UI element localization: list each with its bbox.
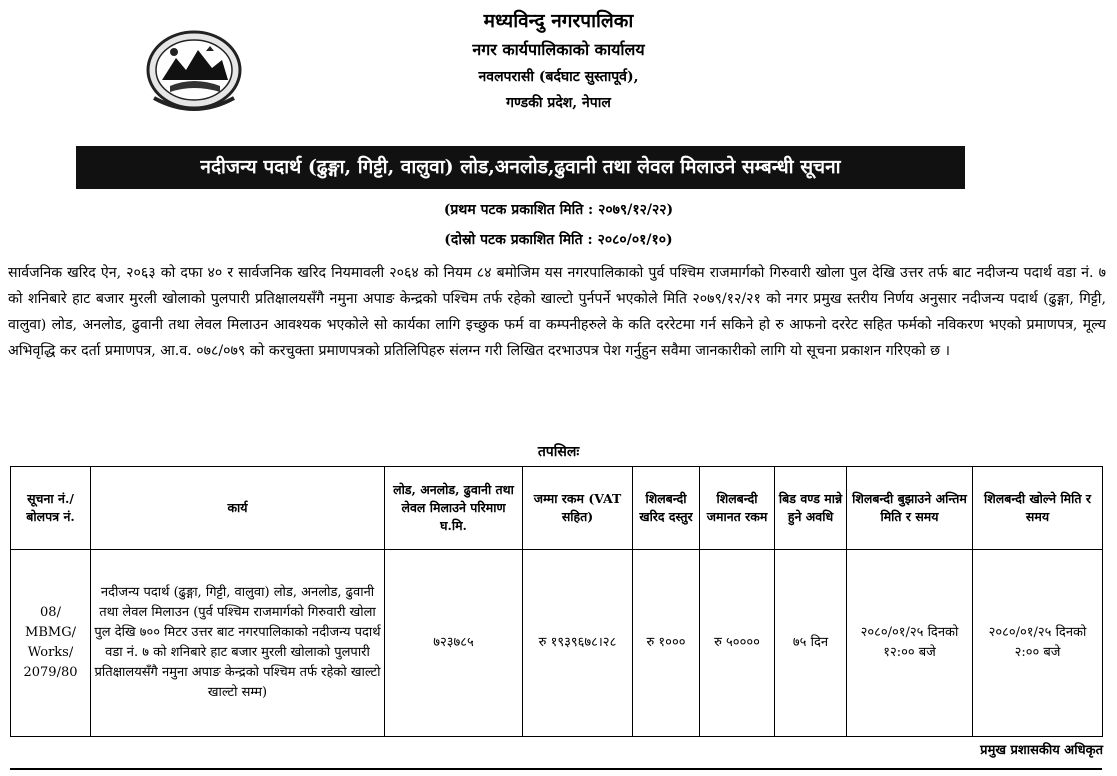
notice-body: सार्वजनिक खरिद ऐन, २०६३ को दफा ४० र सार्वजनिक खरिद नियमावली २०६४ को नियम ८४ बमोजिम यस नगरपालिकाको पुर्व पश्चिम राजमार्गको गिरुवारी खोला पुल देखि उत्तर तर्फ बाट नदीजन्य पदार्थ वडा नं. ७ को शनिबारे हाट बजार मुरली खोलाको पुलपारी प्रतिक्षालयसँगै नमुना अपाङ केन्द्रको पश्चिम तर्फ रहेको खाल्टो पुर्नपर्ने भएकोले मिति २०७९/१२/२१ को नगर प्रमुख स्तरीय निर्णय अनुसार नदीजन्य पदार्थ (ढुङ्गा, गिट्टी, वालुवा) लोड, अनलोड, ढुवानी तथा लेवल मिलाउन आवश्यक भएकोले सो कार्यका लागि इच्छुक फर्म वा कम्पनीहरुले के कति दररेटमा गर्न सकिने हो रु आफनो दररेट सहित फर्मको नविकरण भएको प्रमाणपत्र, मूल्य अभिवृद्धि कर दर्ता प्रमाणपत्र, आ.व. ०७८/०७९ को करचुक्ता प्रमाणपत्रको प्रतिलिपिहरु संलग्न गरी लिखित दरभाउपत्र पेश गर्नुहुन सवैमा जानकारीको लागि यो सूचना प्रकाशन गरिएको छ । xyxy=(8,265,1106,359)
column-header-quantity: लोड, अनलोड, ढुवानी तथा लेवल मिलाउने परिमाण घ.मि. xyxy=(385,467,523,550)
cell-quantity: ७२३७८५ xyxy=(385,550,523,737)
column-header-validity: बिड वण्ड मान्ने हुने अवधि xyxy=(775,467,847,550)
notice-header xyxy=(0,0,1117,140)
table-row xyxy=(11,550,1103,737)
column-header-amount: जम्मा रकम (VAT सहित) xyxy=(523,467,633,550)
column-header-notice-no: सूचना नं./ बोलपत्र नं. xyxy=(11,467,91,550)
column-header-opening: शिलबन्दी खोल्ने मिति र समय xyxy=(973,467,1103,550)
cell-notice-no: 08/ MBMG/ Works/ 2079/80 xyxy=(11,550,91,737)
column-header-work: कार्य xyxy=(91,467,385,550)
address-line-2: गण्डकी प्रदेश, नेपाल xyxy=(506,95,611,111)
table-header-row xyxy=(11,467,1103,550)
organization-block xyxy=(0,6,1117,116)
signatory-title: प्रमुख प्रशासकीय अधिकृत xyxy=(980,743,1103,758)
address-line-1: नवलपरासी (बर्दघाट सुस्तापूर्व), xyxy=(478,69,639,85)
column-header-security: शिलबन्दी जमानत रकम xyxy=(700,467,775,550)
bottom-divider xyxy=(10,768,1102,770)
column-header-deadline: शिलबन्दी बुझाउने अन्तिम मिति र समय xyxy=(847,467,973,550)
office-name: नगर कार्यपालिकाको कार्यालय xyxy=(472,40,645,59)
notice-title-banner: नदीजन्य पदार्थ (ढुङ्गा, गिट्टी, वालुवा) लोड,अनलोड,ढुवानी तथा लेवल मिलाउने सम्बन्धी सूचना xyxy=(76,146,965,189)
municipality-name: मध्यविन्दु नगरपालिका xyxy=(483,10,634,32)
cell-fee: रु १००० xyxy=(633,550,700,737)
cell-validity: ७५ दिन xyxy=(775,550,847,737)
cell-deadline: २०८०/०१/२५ दिनको १२:०० बजे xyxy=(847,550,973,737)
cell-opening: २०८०/०१/२५ दिनको २:०० बजे xyxy=(973,550,1103,737)
column-header-fee: शिलबन्दी खरिद दस्तुर xyxy=(633,467,700,550)
schedule-label: तपसिलः xyxy=(537,444,580,460)
cell-work: नदीजन्य पदार्थ (ढुङ्गा, गिट्टी, वालुवा) लोड, अनलोड, ढुवानी तथा लेवल मिलाउन (पुर्व पश्चिम राजमार्गको गिरुवारी खोला पुल देखि ७०० मिटर उत्तर बाट नगरपालिकाको नदीजन्य पदार्थ वडा नं. ७ को शनिबारे हाट बजार मुरली खोलाको पुलपारी प्रतिक्षालयसँगै नमुना अपाङ केन्द्रको पश्चिम तर्फ रहेको खाल्टो खाल्टो सम्म) xyxy=(91,550,385,737)
first-publication-date: (प्रथम पटक प्रकाशित मिति : २०७९/१२/२२) xyxy=(443,202,674,218)
cell-security: रु ५०००० xyxy=(700,550,775,737)
tender-table xyxy=(10,466,1103,737)
second-publication-date: (दोस्रो पटक प्रकाशित मिति : २०८०/०१/१०) xyxy=(444,232,673,248)
cell-amount: रु १९३९६७८।२८ xyxy=(523,550,633,737)
